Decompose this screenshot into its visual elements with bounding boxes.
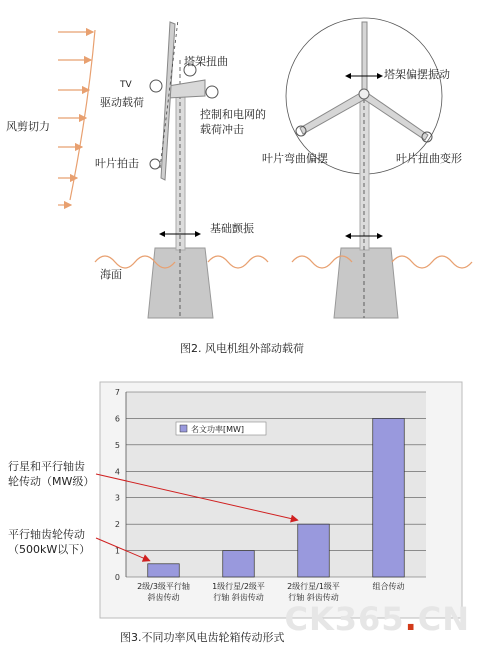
blade-right <box>362 92 428 140</box>
label-foundation-vibration: 基础颤振 <box>210 222 254 235</box>
x-category-label: 1级行星/2级平 <box>212 582 265 591</box>
gearbox-power-chart <box>0 370 484 620</box>
x-category-label: 斜齿传动 <box>147 593 180 602</box>
x-category-label: 2级/3级平行轴 <box>137 582 190 591</box>
left-foundation <box>148 248 213 318</box>
watermark-cn: CN <box>417 600 470 638</box>
legend-swatch <box>180 425 187 432</box>
label-control-grid-1: 控制和电网的 <box>200 108 266 121</box>
watermark-ck: CK365 <box>284 600 405 638</box>
x-category-label: 行轴 斜齿传动 <box>288 593 339 602</box>
y-tick-label: 4 <box>114 467 120 477</box>
label-drive-load: 驱动载荷 <box>100 96 144 109</box>
sea-waves <box>95 256 472 268</box>
x-category-label: 行轴 斜齿传动 <box>213 593 264 602</box>
x-category-label: 2级行星/1级平 <box>287 582 340 591</box>
y-tick-label: 7 <box>114 388 120 397</box>
legend-label: 名文功率[MW] <box>191 425 245 434</box>
label-sea-surface: 海面 <box>100 268 122 281</box>
annotation-parallel <box>8 528 90 558</box>
label-blade-bend: 叶片弯曲偏摆 <box>262 152 328 165</box>
label-tower-torsion: 塔架扭曲 <box>184 55 228 68</box>
right-foundation <box>334 248 398 318</box>
y-tick-label: 1 <box>114 546 120 556</box>
x-category-label: 组合传动 <box>372 582 405 591</box>
y-tick-label: 3 <box>114 493 120 503</box>
bar <box>298 524 330 577</box>
annotation-planetary <box>8 460 94 490</box>
annotation-parallel-line1: 平行轴齿轮传动 <box>8 528 85 541</box>
figure3-caption: 图3.不同功率风电齿轮箱传动形式 <box>120 631 285 644</box>
label-control-grid-2: 载荷冲击 <box>200 123 244 136</box>
blade-up <box>362 22 367 92</box>
turbine-front-view <box>286 18 442 318</box>
left-tower <box>176 95 185 250</box>
blade-left <box>300 92 367 134</box>
annotation-planetary-line1: 行星和平行轴齿 <box>8 460 85 473</box>
y-tick-label: 2 <box>114 520 120 530</box>
y-tick-label: 6 <box>114 414 120 424</box>
label-blade-twist: 叶片扭曲变形 <box>396 152 462 165</box>
bar <box>373 418 405 577</box>
label-blade-flap: 叶片拍击 <box>95 157 139 170</box>
wind-shear-arrows <box>58 30 95 205</box>
annotation-planetary-line2: 轮传动（MW级） <box>8 474 95 488</box>
label-tv: TV <box>120 80 132 90</box>
y-tick-label: 0 <box>114 573 120 582</box>
left-nacelle <box>168 80 205 98</box>
watermark-logo <box>285 600 471 638</box>
watermark-dot: . <box>404 600 418 638</box>
label-tower-sway: 塔架偏摆振动 <box>384 68 450 81</box>
bar <box>223 551 255 577</box>
y-tick-label: 5 <box>114 440 120 450</box>
figure2-caption: 图2. 风电机组外部动载荷 <box>180 342 304 355</box>
label-wind-shear: 风剪切力 <box>6 120 50 133</box>
bar <box>148 564 180 577</box>
annotation-parallel-line2: （500kW以下） <box>8 542 91 556</box>
right-tower <box>360 95 369 250</box>
